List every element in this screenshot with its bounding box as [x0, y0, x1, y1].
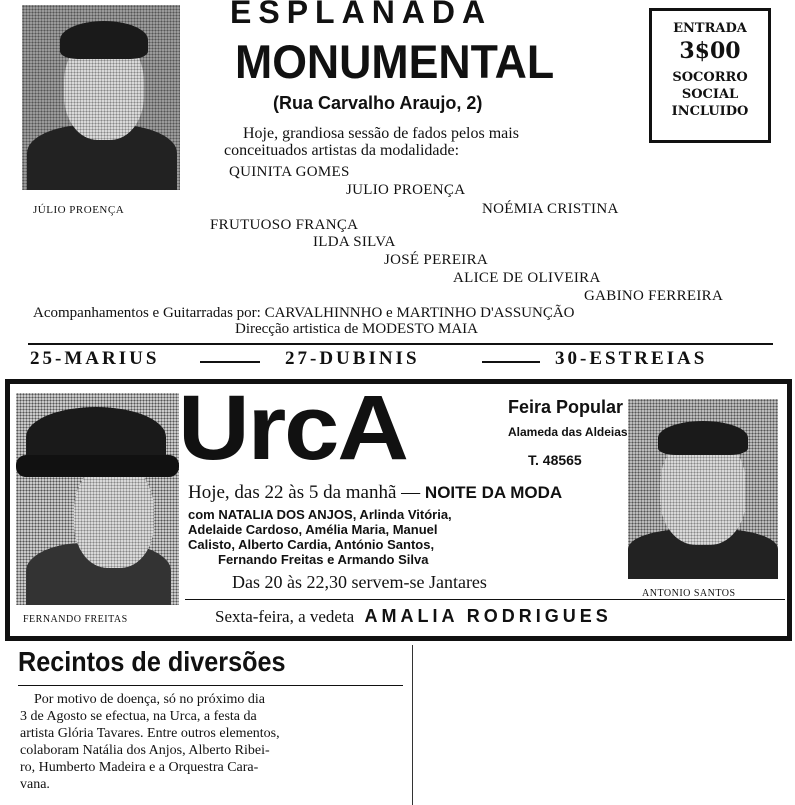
artist-3: NOÉMIA CRISTINA [482, 201, 619, 217]
com-text: com [188, 507, 215, 522]
entry-incluido: INCLUIDO [671, 104, 749, 119]
address: (Rua Carvalho Araujo, 2) [273, 93, 483, 113]
hoje-text: Hoje, das 22 às 5 da manhã — [188, 482, 421, 503]
caption-left: FERNANDO FREITAS [23, 614, 128, 625]
hoje-line [188, 482, 562, 504]
entry-socorro: SOCORRO [672, 70, 748, 85]
urca-logo: UrcA [178, 377, 407, 479]
article-line-3: artista Glória Tavares. Entre outros elementos, [20, 726, 280, 741]
esplanada-ad [0, 0, 795, 375]
artist-7: ALICE DE OLIVEIRA [453, 270, 601, 286]
photo-caption: JÚLIO PROENÇA [33, 204, 125, 216]
artists-line-2: Adelaide Cardoso, Amélia Maria, Manuel [188, 522, 438, 537]
artists-line-3: Calisto, Alberto Cardia, António Santos, [188, 537, 435, 552]
article [0, 645, 412, 805]
noite-da-moda: NOITE DA MODA [424, 483, 563, 502]
heading-rule [18, 685, 403, 686]
article-heading: Recintos de diversões [18, 646, 286, 677]
artist-4: FRUTUOSO FRANÇA [210, 217, 359, 233]
footer-dash-1 [200, 361, 260, 363]
title-top: ESPLANADA [230, 0, 493, 30]
footer-right: 30-ESTREIAS [555, 348, 708, 369]
footer-left: 25-MARIUS [30, 348, 160, 369]
antonio-santos-photo [628, 399, 778, 579]
article-line-1: Por motivo de doença, só no próximo dia [34, 692, 265, 707]
caption-right: ANTONIO SANTOS [642, 588, 736, 599]
article-line-4: colaboram Natália dos Anjos, Alberto Ribei- [20, 743, 270, 758]
footer-middle: 27-DUBINIS [285, 348, 420, 369]
footer-rule [28, 343, 773, 345]
venue-street: Alameda das Aldeias [508, 425, 628, 439]
venue-name: Feira Popular [508, 397, 624, 417]
artists-line-1-text: NATALIA DOS ANJOS, Arlinda Vitória, [218, 507, 452, 522]
artists-line-1 [188, 507, 452, 522]
urca-ad [0, 379, 795, 641]
artists-line-4: Fernando Freitas e Armando Silva [218, 552, 429, 567]
artist-6: JOSÉ PEREIRA [384, 252, 489, 268]
intro-line-1: Hoje, grandiosa sessão de fados pelos mais [243, 125, 519, 142]
entry-price: 3$00 [679, 38, 741, 64]
friday-text: Sexta-feira, a vedeta [215, 607, 355, 626]
artist-1: QUINITA GOMES [229, 164, 350, 180]
entry-label: ENTRADA [673, 21, 747, 36]
article-line-6: vana. [20, 777, 50, 792]
title-main: MONUMENTAL [235, 35, 555, 88]
entry-social: SOCIAL [681, 87, 739, 102]
accompaniment-line: Acompanhamentos e Guitarradas por: CARVALHINNHO e MARTINHO D'ASSUNÇÃO [33, 305, 575, 321]
article-column-rule [412, 645, 413, 805]
amalia-rodrigues: AMALIA RODRIGUES [364, 606, 612, 626]
footer-dash-2 [482, 361, 540, 363]
venue-phone: T. 48565 [528, 452, 582, 468]
dinner-line: Das 20 às 22,30 servem-se Jantares [232, 572, 487, 592]
entry-price-box [649, 8, 771, 143]
article-line-5: ro, Humberto Madeira e a Orquestra Cara- [20, 760, 259, 775]
article-line-2: 3 de Agosto se efectua, na Urca, a festa da [20, 709, 257, 724]
direction-line: Direcção artistica de MODESTO MAIA [235, 321, 478, 337]
artist-8: GABINO FERREIRA [584, 288, 724, 304]
friday-rule [185, 599, 785, 600]
artist-5: ILDA SILVA [313, 234, 396, 250]
friday-line [215, 606, 612, 627]
julio-proenca-photo [22, 5, 180, 190]
artist-2: JULIO PROENÇA [346, 182, 466, 198]
fernando-freitas-photo [16, 393, 179, 605]
intro-line-2: conceituados artistas da modalidade: [224, 142, 460, 159]
